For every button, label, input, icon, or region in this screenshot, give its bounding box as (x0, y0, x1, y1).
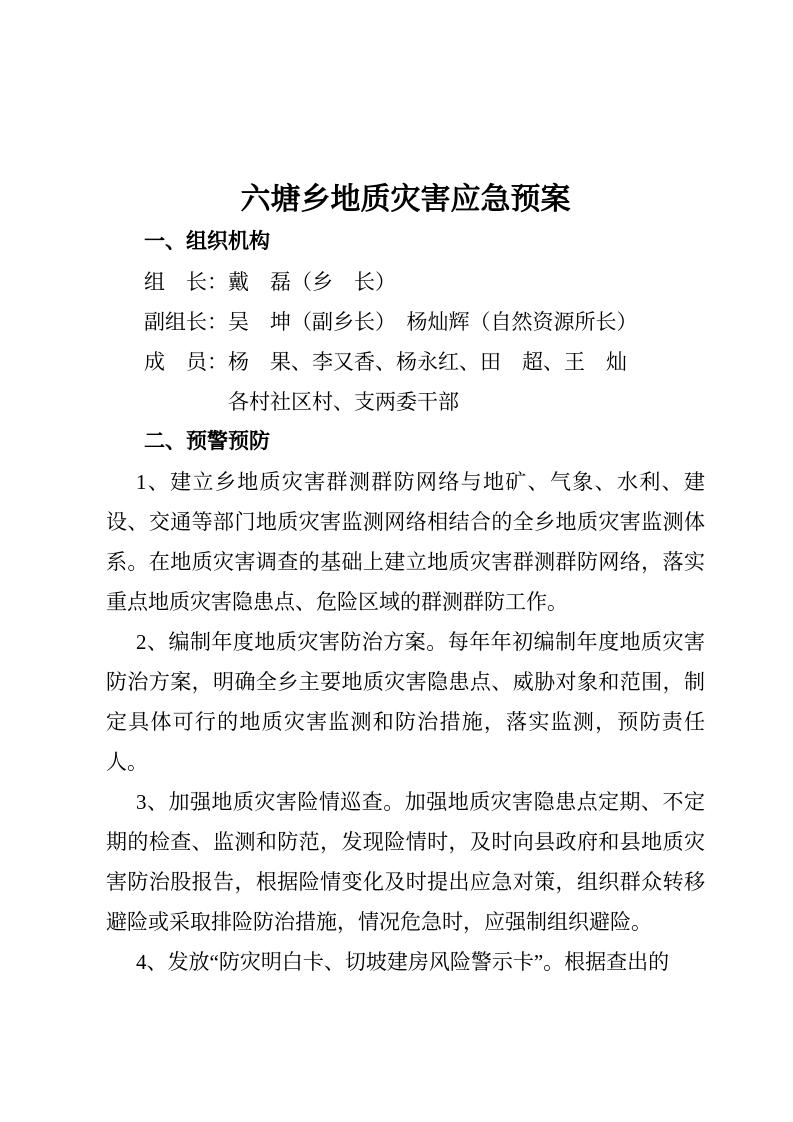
role-value-leader: 戴 磊（乡 长） (228, 270, 396, 294)
paragraph-annual-plan: 2、编制年度地质灾害防治方案。每年年初编制年度地质灾害防治方案，明确全乡主要地质灾害隐患点、威胁对象和范围，制定具体可行的地质灾害监测和防治措施，落实监测，预防责任人。 (106, 630, 705, 774)
role-line-deputy-leaders (144, 302, 705, 342)
role-value-members-continued: 各村社区村、支两委干部 (228, 390, 459, 414)
role-label-leader: 组 长： (144, 270, 228, 294)
role-label-empty (144, 382, 228, 422)
document-title: 六塘乡地质灾害应急预案 (240, 183, 571, 216)
section-heading-prevention: 二、预警预防 (144, 430, 270, 453)
paragraph-warning-cards: 4、发放“防灾明白卡、切坡建房风险警示卡”。根据查出的 (136, 950, 670, 974)
role-line-leader (144, 262, 705, 302)
paragraph-inspection: 3、加强地质灾害险情巡查。加强地质灾害隐患点定期、不定期的检查、监测和防范，发现险情时，及时向县政府和县地质灾害防治股报告，根据险情变化及时提出应急对策，组织群众转移避险或采取排险防治措施，情况危急时，应强制组织避险。 (106, 790, 705, 934)
role-value-deputy-leaders: 吴 坤（副乡长） 杨灿辉（自然资源所长） (228, 310, 638, 334)
section-heading-organization: 一、组织机构 (144, 230, 270, 253)
role-label-members: 成 员： (144, 350, 228, 374)
role-line-members (144, 342, 705, 382)
paragraph-monitoring-network: 1、建立乡地质灾害群测群防网络与地矿、气象、水利、建设、交通等部门地质灾害监测网络相结合的全乡地质灾害监测体系。在地质灾害调查的基础上建立地质灾害群测群防网络，落实重点地质灾害隐患点、危险区域的群测群防工作。 (106, 470, 705, 614)
role-label-deputy-leaders: 副组长： (144, 310, 228, 334)
role-value-members: 杨 果、李又香、杨永红、田 超、王 灿 (228, 350, 627, 374)
role-line-members-continued (144, 382, 705, 422)
